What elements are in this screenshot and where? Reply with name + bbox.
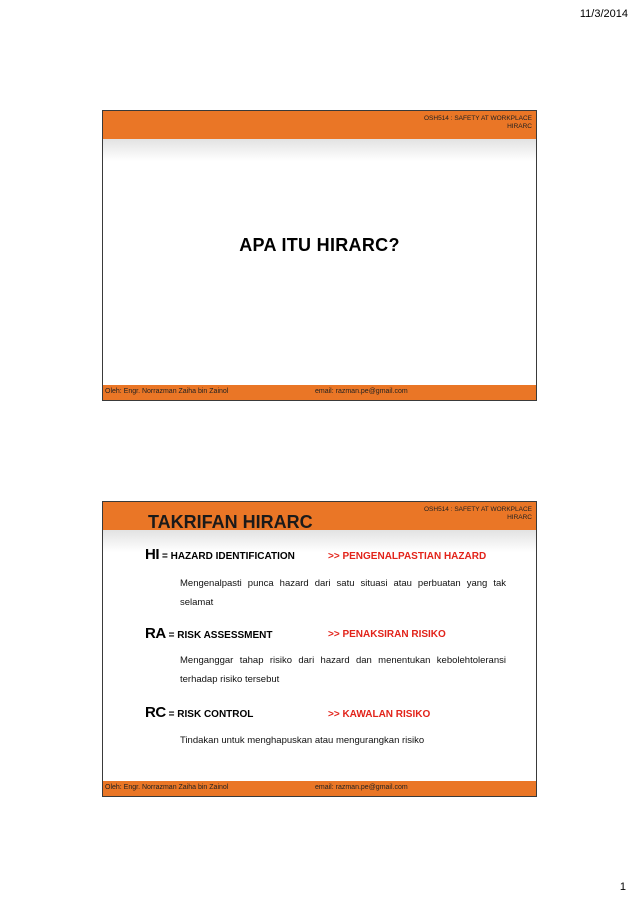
- course-code: OSH514 : SAFETY AT WORKPLACE: [423, 506, 532, 513]
- definition-description: Mengenalpasti punca hazard dari satu situasi atau perbuatan yang tak selamat: [180, 578, 506, 608]
- definition-abbr: HI: [145, 546, 159, 563]
- definition-translation: >> PENAKSIRAN RISIKO: [328, 629, 446, 640]
- course-topic: HIRARC: [507, 123, 532, 130]
- definition-term: = RISK CONTROL: [168, 709, 254, 720]
- definition-translation: >> KAWALAN RISIKO: [328, 709, 431, 720]
- slide-title: TAKRIFAN HIRARC: [148, 512, 313, 532]
- definition-rc: [145, 704, 253, 722]
- definition-abbr: RC: [145, 704, 166, 721]
- slide-footer: [103, 781, 536, 796]
- footer-author: Oleh: Engr. Norrazman Zaiha bin Zainol: [105, 784, 229, 791]
- definition-description: Tindakan untuk menghapuskan atau mengurangkan risiko: [180, 735, 425, 746]
- definition-ra: [145, 625, 273, 643]
- course-code: OSH514 : SAFETY AT WORKPLACE: [423, 115, 532, 122]
- slide-footer: [103, 385, 536, 400]
- footer-email: email: razman.pe@gmail.com: [315, 388, 408, 395]
- slide-1: [102, 110, 537, 401]
- footer-email: email: razman.pe@gmail.com: [315, 784, 408, 791]
- slide-2: [102, 501, 537, 797]
- definition-term: = HAZARD IDENTIFICATION: [162, 551, 295, 562]
- definition-abbr: RA: [145, 625, 166, 642]
- course-topic: HIRARC: [507, 514, 532, 521]
- definition-term: = RISK ASSESSMENT: [168, 630, 273, 641]
- slide-title: APA ITU HIRARC?: [239, 235, 400, 255]
- definition-description: Menganggar tahap risiko dari hazard dan menentukan kebolehtoleransi terhadap risiko tersebut: [180, 655, 506, 685]
- header-shade: [103, 139, 536, 161]
- course-label: [424, 506, 532, 522]
- footer-author: Oleh: Engr. Norrazman Zaiha bin Zainol: [105, 388, 229, 395]
- course-label: [424, 115, 532, 131]
- definition-hi: [145, 546, 295, 564]
- page-date: 11/3/2014: [579, 8, 628, 20]
- page-number: 1: [619, 881, 626, 893]
- definition-translation: >> PENGENALPASTIAN HAZARD: [328, 551, 487, 562]
- slide-header: [103, 111, 536, 139]
